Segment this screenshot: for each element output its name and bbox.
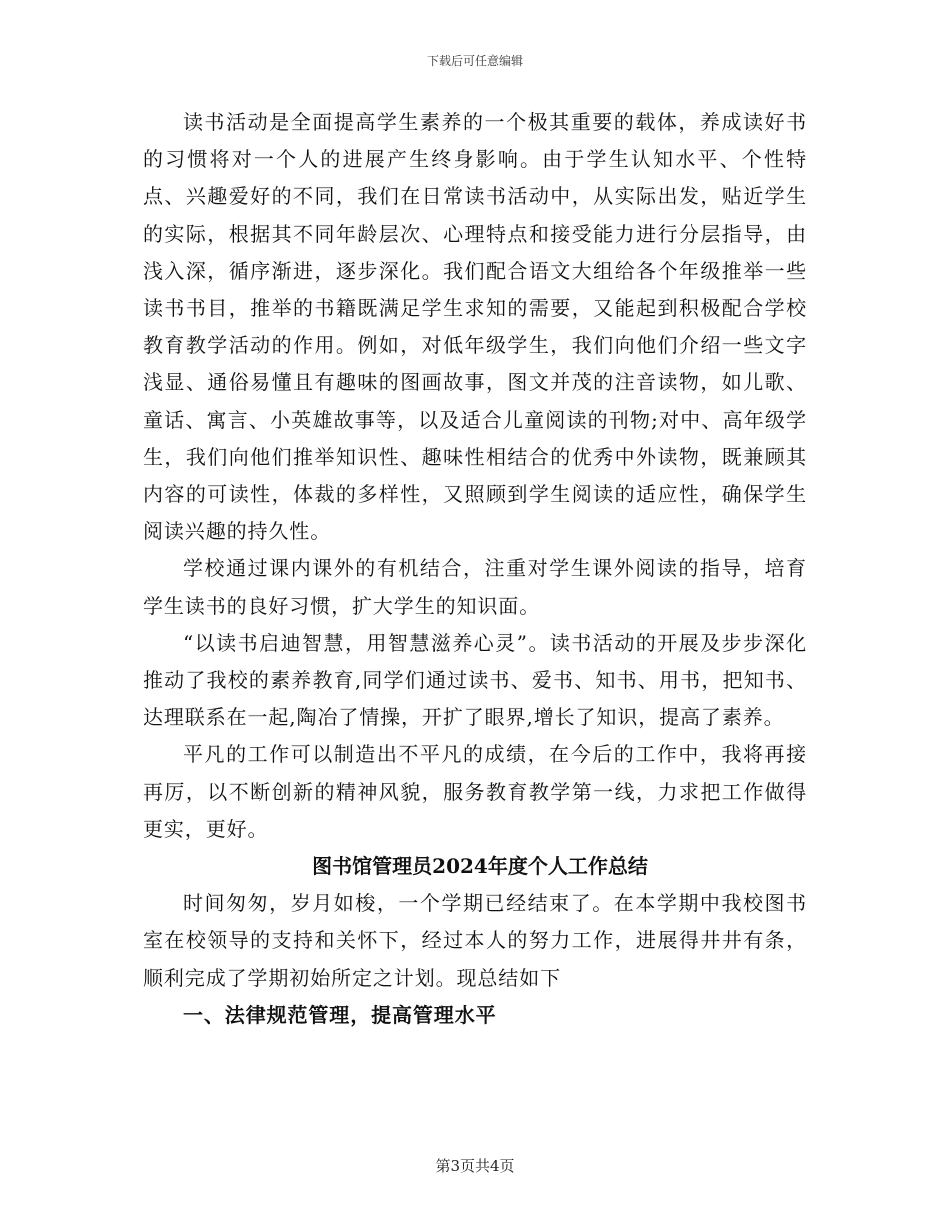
paragraph-reading-activity: 读书活动是全面提高学生素养的一个极其重要的载体，养成读好书的习惯将对一个人的进展产生终身影响。由于学生认知水平、个性特点、兴趣爱好的不同，我们在日常读书活动中，从实际出发，贴近学生的实际，根据其不同年龄层次、心理特点和接受能力进行分层指导，由浅入深，循序渐进，逐步深化。我们配合语文大组给各个年级推举一些读书书目，推举的书籍既满足学生求知的需要，又能起到积极配合学校教育教学活动的作用。例如，对低年级学生，我们向他们介绍一些文字浅显、通俗易懂且有趣味的图画故事，图文并茂的注音读物，如儿歌、童话、寓言、小英雄故事等，以及适合儿童阅读的刊物;对中、高年级学生，我们向他们推举知识性、趣味性相结合的优秀中外读物，既兼顾其内容的可读性，体裁的多样性，又照顾到学生阅读的适应性，确保学生阅读兴趣的持久性。 — [143, 110, 807, 544]
paragraph-extracurricular: 学校通过课内课外的有机结合，注重对学生课外阅读的指导，培育学生读书的良好习惯，扩大学生的知识面。 — [143, 556, 807, 618]
section-intro-paragraph: 时间匆匆，岁月如梭，一个学期已经结束了。在本学期中我校图书室在校领导的支持和关怀下，经过本人的努力工作，进展得井井有条，顺利完成了学期初始所定之计划。现总结如下 — [143, 891, 807, 990]
paragraph-wisdom-quote: “以读书启迪智慧，用智慧滋养心灵”。读书活动的开展及步步深化推动了我校的素养教育,同学们通过读书、爱书、知书、用书，把知书、达理联系在一起,陶冶了情操，开扩了眼界,增长了知识，提高了素养。 — [143, 630, 807, 730]
paragraph-future-work: 平凡的工作可以制造出不平凡的成绩，在今后的工作中，我将再接再厉，以不断创新的精神风貌，服务教育教学第一线，力求把工作做得更实，更好。 — [143, 742, 807, 841]
page-footer: 第3页共4页 — [435, 1157, 515, 1175]
page-header: 下载后可任意编辑 — [426, 54, 523, 68]
section-title: 图书馆管理员2024年度个人工作总结 — [312, 854, 648, 879]
section-subheading: 一、法律规范管理，提高管理水平 — [183, 1002, 497, 1027]
document-body — [143, 104, 807, 1034]
